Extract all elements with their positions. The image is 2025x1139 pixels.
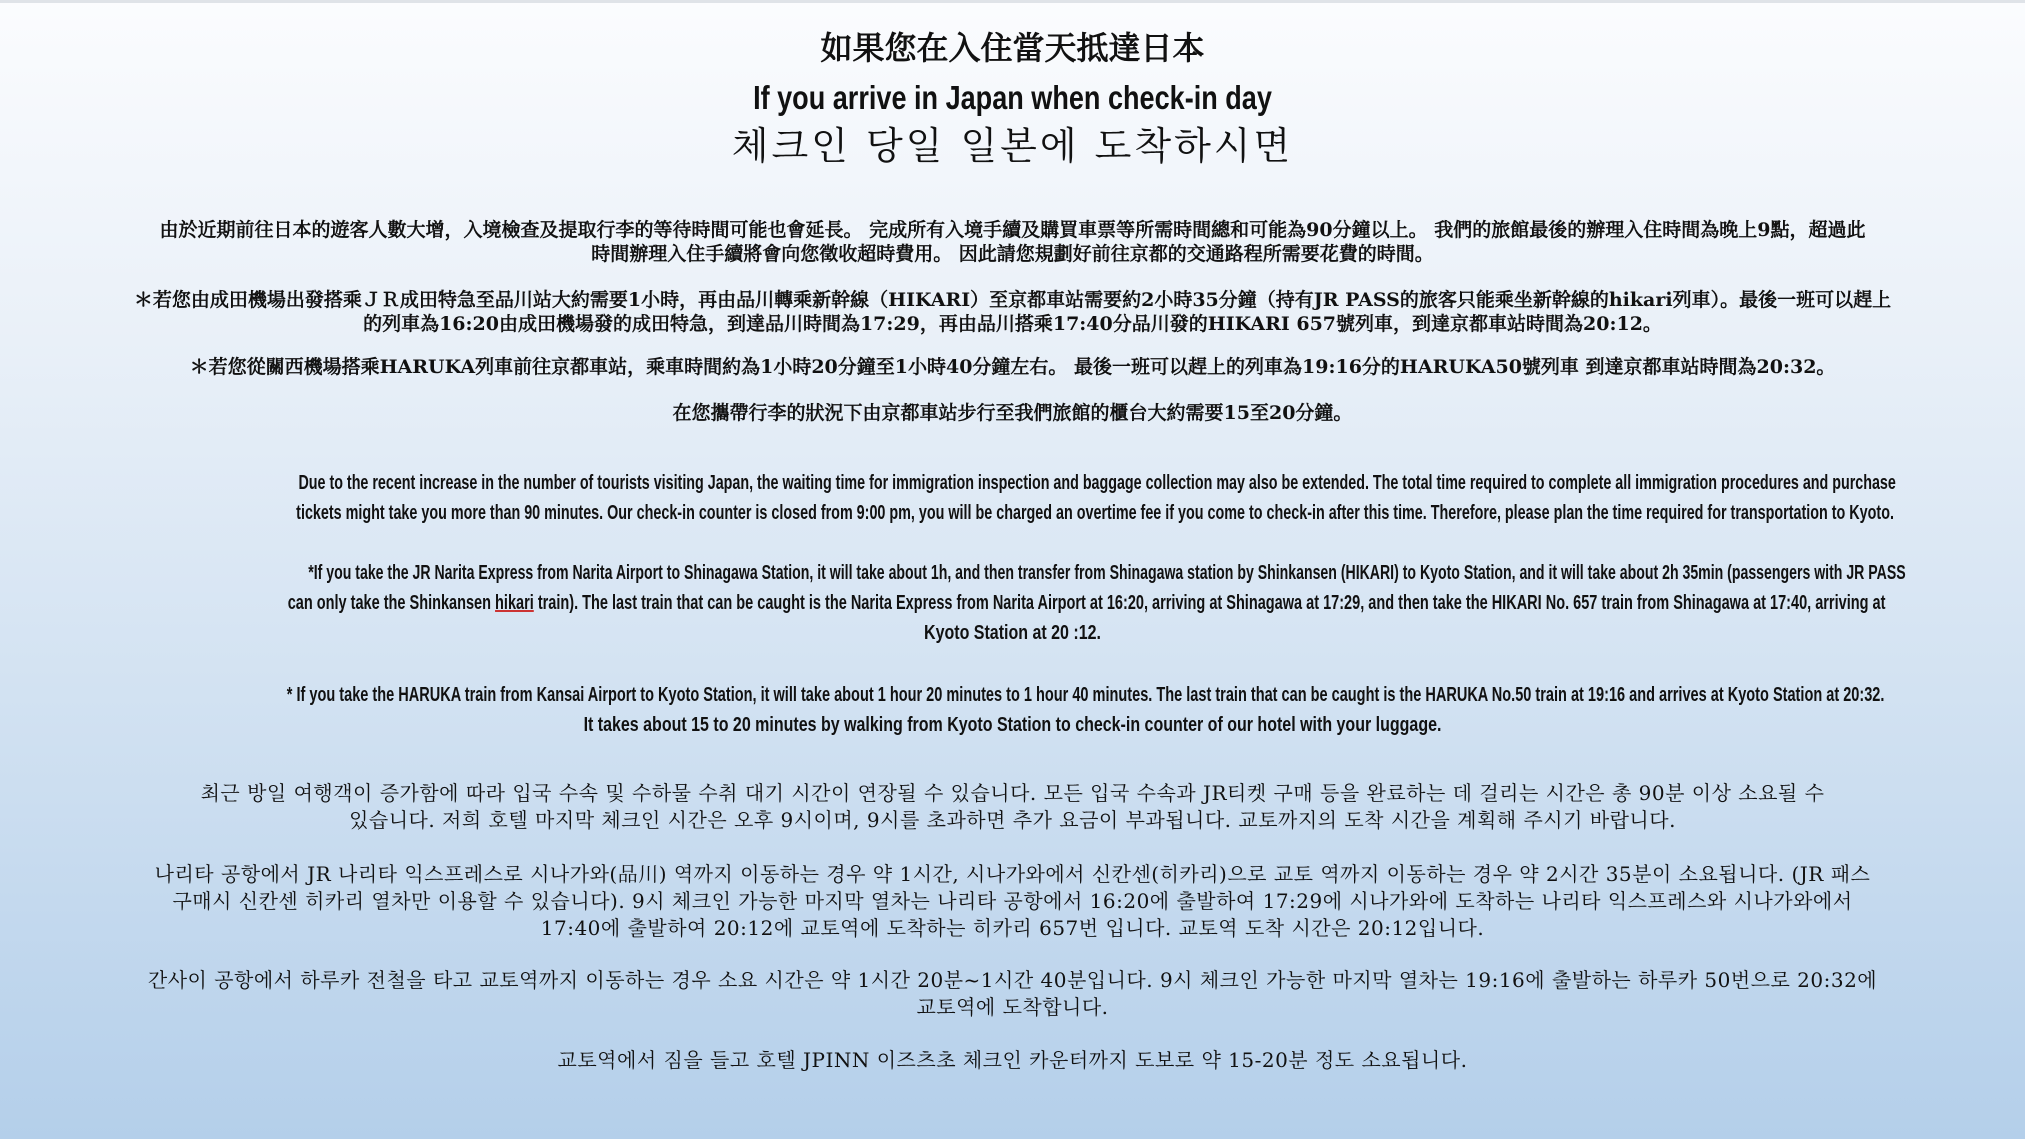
en-paragraph-immigration xyxy=(14,468,2011,528)
title-english: If you arrive in Japan when check-in day xyxy=(753,79,1272,116)
ko-paragraph-walk xyxy=(14,1047,2011,1074)
en-p2-line2 xyxy=(287,588,1886,618)
title-chinese: 如果您在入住當天抵達日本 xyxy=(820,29,1205,67)
ko-p2-line3: 17:40에 출발하여 20:12에 교토역에 도착하는 히카리 657번 입니다. 교토역 도착 시간은 20:12입니다. xyxy=(540,916,1485,940)
en-p1-line1: Due to the recent increase in the number of tourists visiting Japan, the waiting time for immigration inspection and baggage collection may also be extended. The total time required to complete all immigration procedures and purchase xyxy=(298,472,1896,494)
zh-p2-line1: ＊若您由成田機場出發搭乘ＪＲ成田特急至品川站大約需要1小時，再由品川轉乘新幹線（HIKARI）至京都車站需要約2小時35分鐘（持有JR PASS的旅客只能乘坐新幹線的hikari列車）。最後一班可以趕上 xyxy=(133,289,1892,311)
ko-paragraph-immigration xyxy=(14,780,2011,834)
ko-p3-line2: 교토역에 도착합니다. xyxy=(916,995,1109,1019)
en-paragraph-narita xyxy=(14,558,2011,648)
zh-p4-line1: 在您攜帶行李的狀況下由京都車站步行至我們旅館的櫃台大約需要15至20分鐘。 xyxy=(672,402,1353,424)
en-p2-line3: Kyoto Station at 20 :12. xyxy=(924,622,1101,644)
en-p2-line1: *If you take the JR Narita Express from Narita Airport to Shinagawa Station, it will take about 1h, and then transfer from Shinagawa station by Shinkansen (HIKARI) to Kyoto Station, and it will take about 2h 35min (passengers with JR PASS xyxy=(308,562,1906,584)
zh-paragraph-walk xyxy=(14,401,2011,425)
en-p1-line2: tickets might take you more than 90 minutes. Our check-in counter is closed from 9:00 pm, you will be charged an overtime fee if you come to check-in after this time. Therefore, please plan the time required for transportation to Kyoto. xyxy=(296,502,1894,524)
en-p2-line2-end: train). The last train that can be caught is the Narita Express from Narita Airport at 16:20, arriving at Shinagawa at 17:29, and then take the HIKARI No. 657 train from Shinagawa at 17:40, arriving at xyxy=(537,592,1886,614)
ko-p2-line2: 구매시 신칸센 히카리 열차만 이용할 수 있습니다). 9시 체크인 가능한 마지막 열차는 나리타 공항에서 16:20에 출발하여 17:29에 시나가와에 도착하는 나리타 익스프레스와 시나가와에서 xyxy=(172,889,1853,913)
zh-paragraph-narita xyxy=(14,288,2011,336)
ko-paragraph-kansai xyxy=(14,967,2011,1021)
ko-p2-line1: 나리타 공항에서 JR 나리타 익스프레스로 시나가와(品川) 역까지 이동하는 경우 약 1시간, 시나가와에서 신칸센(히카리)으로 교토 역까지 이동하는 경우 약 2시간 35분이 소요됩니다. (JR 패스 xyxy=(154,862,1871,886)
ko-p1-line1: 최근 방일 여행객이 증가함에 따라 입국 수속 및 수하물 수취 대기 시간이 연장될 수 있습니다. 모든 입국 수속과 JR티켓 구매 등을 완료하는 데 걸리는 시간은 총 90분 이상 소요될 수 xyxy=(200,781,1825,805)
title-korean: 체크인 당일 일본에 도착하시면 xyxy=(731,124,1294,168)
ko-p4-line1: 교토역에서 짐을 들고 호텔 JPINN 이즈츠초 체크인 카운터까지 도보로 약 15-20분 정도 소요됩니다. xyxy=(557,1048,1468,1072)
zh-paragraph-immigration xyxy=(14,218,2011,266)
en-hikari-word: hikari xyxy=(495,592,534,614)
ko-p1-line2: 있습니다. 저희 호텔 마지막 체크인 시간은 오후 9시이며, 9시를 초과하면 추가 요금이 부과됩니다. 교토까지의 도착 시간을 계획해 주시기 바랍니다. xyxy=(349,808,1676,832)
zh-p2-line2: 的列車為16:20由成田機場發的成田特急，到達品川時間為17:29，再由品川搭乘17:40分品川發的HIKARI 657號列車，到達京都車站時間為20:12。 xyxy=(363,313,1662,335)
zh-p3-line1: ＊若您從關西機場搭乘HARUKA列車前往京都車站，乘車時間約為1小時20分鐘至1小時40分鐘左右。 最後一班可以趕上的列車為19:16分的HARUKA50號列車 到達京都車站時間為20:32。 xyxy=(189,356,1836,378)
en-p3-line2: It takes about 15 to 20 minutes by walking from Kyoto Station to check-in counter of our hotel with your luggage. xyxy=(583,714,1442,736)
en-p2-line2-start: can only take the Shinkansen xyxy=(287,592,492,614)
ko-paragraph-narita xyxy=(14,861,2011,942)
en-paragraph-kansai xyxy=(14,680,2011,740)
zh-p1-line2: 時間辦理入住手續將會向您徵收超時費用。 因此請您規劃好前往京都的交通路程所需要花費的時間。 xyxy=(591,243,1434,265)
zh-p1-line1: 由於近期前往日本的遊客人數大增，入境檢查及提取行李的等待時間可能也會延長。 完成所有入境手續及購買車票等所需時間總和可能為90分鐘以上。 我們的旅館最後的辦理入住時間為晚上9點，超過此 xyxy=(159,219,1866,241)
en-p3-line1: * If you take the HARUKA train from Kansai Airport to Kyoto Station, it will take about 1 hour 20 minutes to 1 hour 40 minutes. The last train that can be caught is the HARUKA No.50 train at 19:16 and arrives at Kyoto Station at 20:32. xyxy=(286,684,1885,706)
ko-p3-line1: 간사이 공항에서 하루카 전철을 타고 교토역까지 이동하는 경우 소요 시간은 약 1시간 20분~1시간 40분입니다. 9시 체크인 가능한 마지막 열차는 19:16에 출발하는 하루카 50번으로 20:32에 xyxy=(147,968,1878,992)
zh-paragraph-kansai xyxy=(14,355,2011,379)
top-border xyxy=(0,0,2025,3)
